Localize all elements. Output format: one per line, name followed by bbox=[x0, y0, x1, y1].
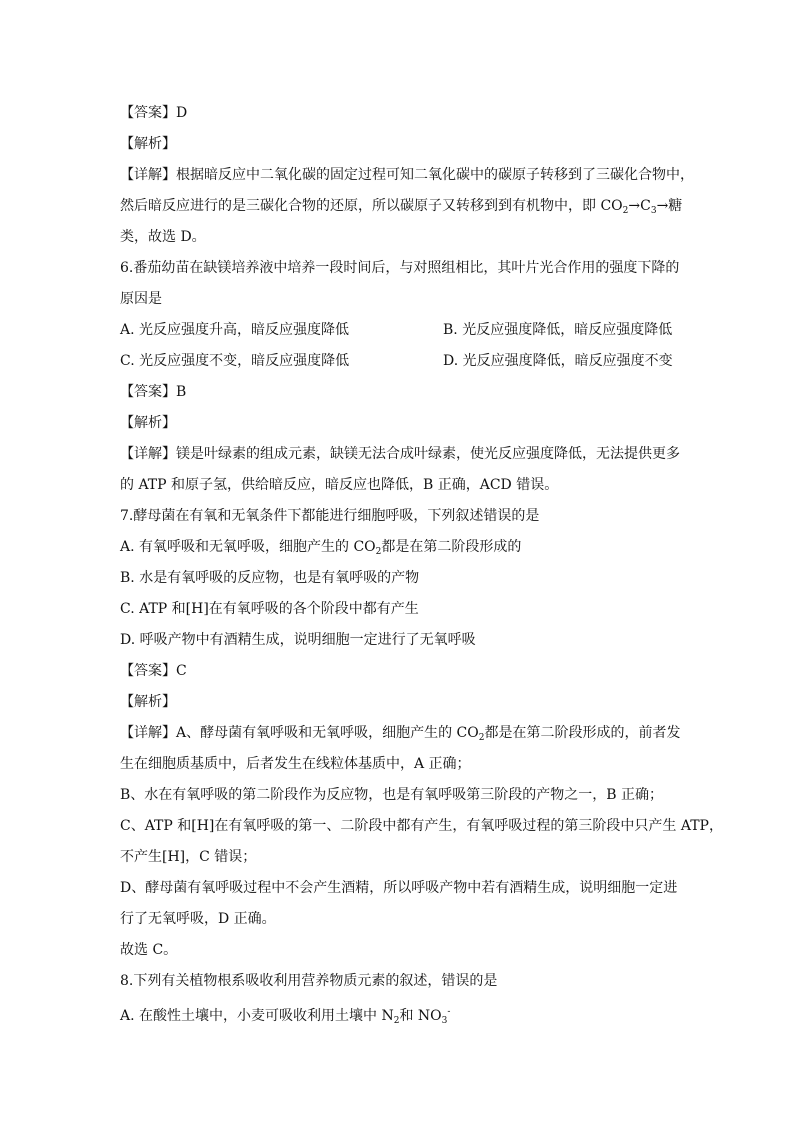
q7-analysis: 【解析】 bbox=[120, 694, 176, 710]
q7-option-a-text-1: A. 有氧呼吸和无氧呼吸，细胞产生的 CO bbox=[120, 539, 376, 555]
q7-detail-c-2: 不产生[H]，C 错误； bbox=[120, 849, 257, 865]
q6-detail-1: 【详解】镁是叶绿素的组成元素，缺镁无法合成叶绿素，使光反应强度降低，无法提供更多 bbox=[120, 446, 680, 462]
q6-option-d: D. 光反应强度降低，暗反应强度不变 bbox=[443, 353, 673, 369]
q6-stem-1: 6.番茄幼苗在缺镁培养液中培养一段时间后，与对照组相比，其叶片光合作用的强度下降的 bbox=[120, 260, 680, 276]
q7-option-a bbox=[120, 532, 680, 563]
q7-detail-c-1: C、ATP 和[H]在有氧呼吸的第一、二阶段中都有产生，有氧呼吸过程的第三阶段中只产生 ATP， bbox=[120, 818, 723, 834]
q7-detail-d-1: D、酵母菌有氧呼吸过程中不会产生酒精，所以呼吸产物中若有酒精生成，说明细胞一定进 bbox=[120, 880, 678, 896]
q8-stem: 8.下列有关植物根系吸收利用营养物质元素的叙述，错误的是 bbox=[120, 973, 498, 989]
q5-detail-2-text-b: →C bbox=[628, 198, 651, 214]
q7-detail-a-subscript: 2 bbox=[478, 733, 485, 743]
q7-detail-a-2: 生在细胞质基质中，后者发生在线粒体基质中，A 正确； bbox=[120, 756, 471, 772]
q5-detail-2 bbox=[120, 191, 683, 222]
q7-detail-b: B、水在有氧呼吸的第二阶段作为反应物，也是有氧呼吸第三阶段的产物之一，B 正确； bbox=[120, 787, 664, 803]
q5-answer: 【答案】D bbox=[120, 105, 188, 121]
q8-option-a-superscript: - bbox=[447, 1007, 451, 1017]
q6-options-row-1 bbox=[120, 315, 680, 346]
content-area bbox=[120, 98, 723, 1028]
q5-subscript-2: 2 bbox=[622, 206, 629, 216]
q6-options-row-2 bbox=[120, 346, 680, 377]
q6-answer: 【答案】B bbox=[120, 384, 187, 400]
q7-stem: 7.酵母菌在有氧和无氧条件下都能进行细胞呼吸，下列叙述错误的是 bbox=[120, 508, 540, 524]
q7-option-a-text-2: 都是在第二阶段形成的 bbox=[381, 539, 522, 555]
q5-detail-1: 【详解】根据暗反应中二氧化碳的固定过程可知二氧化碳中的碳原子转移到了三碳化合物中， bbox=[120, 167, 694, 183]
q7-detail-d-2: 行了无氧呼吸，D 正确。 bbox=[120, 911, 276, 927]
q5-analysis: 【解析】 bbox=[120, 136, 176, 152]
q8-option-a-text-2: 和 NO bbox=[399, 1008, 442, 1024]
q7-answer: 【答案】C bbox=[120, 663, 187, 679]
q6-analysis: 【解析】 bbox=[120, 415, 176, 431]
q8-option-a bbox=[120, 997, 680, 1028]
q6-option-c: C. 光反应强度不变，暗反应强度降低 bbox=[120, 353, 350, 369]
q5-detail-3: 类，故选 D。 bbox=[120, 229, 206, 245]
q5-detail-2-text-c: →糖 bbox=[656, 198, 683, 214]
q6-detail-2: 的 ATP 和原子氢，供给暗反应，暗反应也降低，B 正确，ACD 错误。 bbox=[120, 477, 559, 493]
q7-conclusion: 故选 C。 bbox=[120, 942, 178, 958]
q7-detail-a-text-2: 都是在第二阶段形成的，前者发 bbox=[484, 725, 681, 741]
q7-option-c: C. ATP 和[H]在有氧呼吸的各个阶段中都有产生 bbox=[120, 601, 419, 617]
q7-detail-a-text-1: 【详解】A、酵母菌有氧呼吸和无氧呼吸，细胞产生的 CO bbox=[120, 725, 479, 741]
q7-option-b: B. 水是有氧呼吸的反应物，也是有氧呼吸的产物 bbox=[120, 570, 420, 586]
q7-detail-a-1 bbox=[120, 718, 680, 749]
q8-option-a-subscript-3: 3 bbox=[441, 1016, 448, 1026]
q6-option-b: B. 光反应强度降低，暗反应强度降低 bbox=[443, 322, 673, 338]
q7-option-a-subscript: 2 bbox=[375, 547, 382, 557]
q6-stem-2: 原因是 bbox=[120, 291, 162, 307]
q8-option-a-text-1: A. 在酸性土壤中，小麦可吸收利用土壤中 N bbox=[120, 1008, 394, 1024]
q5-detail-2-text-a: 然后暗反应进行的是三碳化合物的还原，所以碳原子又转移到到有机物中，即 CO bbox=[120, 198, 623, 214]
q6-option-a: A. 光反应强度升高，暗反应强度降低 bbox=[120, 322, 350, 338]
q5-subscript-3: 3 bbox=[650, 206, 657, 216]
q7-option-d: D. 呼吸产物中有酒精生成，说明细胞一定进行了无氧呼吸 bbox=[120, 632, 476, 648]
q8-option-a-subscript-2: 2 bbox=[393, 1016, 400, 1026]
